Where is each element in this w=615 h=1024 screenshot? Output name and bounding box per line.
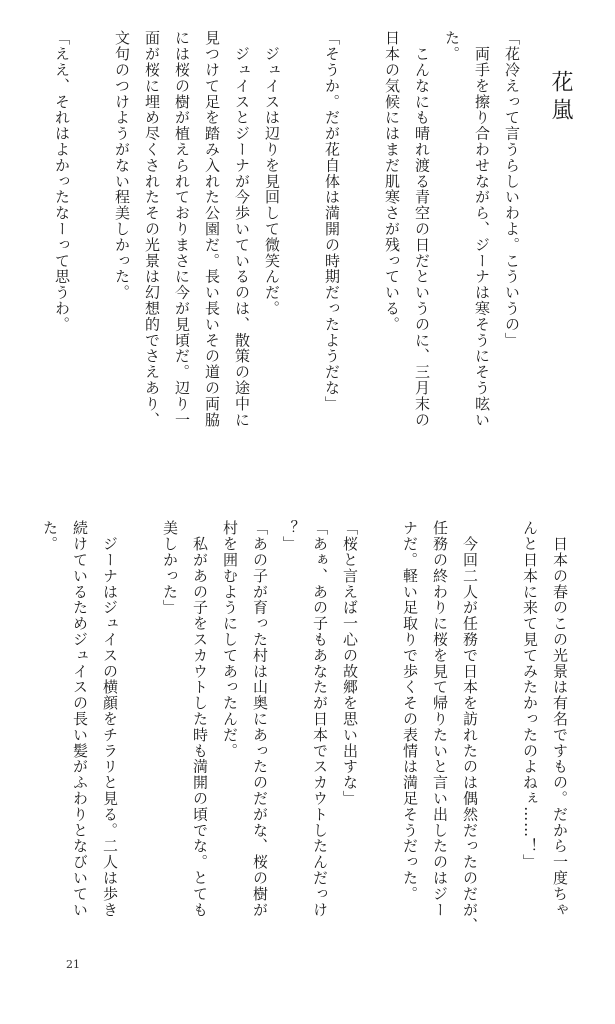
text-line: ジュイスとジーナが今歩いているのは、散策の途中に — [233, 30, 251, 428]
blank-line — [77, 30, 107, 510]
text-line: 私があの子をスカウトした時も満開の頃でな。とても — [191, 520, 209, 918]
text-line: 続けているためジュイスの長い髪がふわりとなびいてい — [71, 520, 89, 918]
text-line: 任務の終わりに桜を見て帰りたいと言い出したのはジー — [431, 520, 449, 918]
text-line: 「ええ、それはよかったなーって思うわ。 — [53, 30, 71, 333]
text-line: ジーナはジュイスの横顔をチラリと見る。二人は歩き — [101, 520, 119, 918]
text-line: 美しかった」 — [161, 520, 179, 616]
page-number: 21 — [66, 958, 80, 971]
text-line: こんなにも晴れ渡る青空の日だというのに、三月末の — [413, 30, 431, 428]
text-line: には桜の樹が植えられておりまさに今が見頃だ。辺り一 — [173, 30, 191, 428]
text-line: た。 — [443, 30, 461, 62]
blank-line — [485, 520, 515, 950]
blank-line — [365, 520, 395, 950]
text-line: た。 — [41, 520, 59, 552]
text-line: ナだ。軽い足取りで歩くその表情は満足そうだった。 — [401, 520, 419, 902]
text-line: 「あぁ、あの子もあなたが日本でスカウトしたんだっけ — [311, 520, 329, 918]
text-line — [0, 520, 5, 950]
text-line: 今回二人が任務で日本を訪れたのは偶然だったのだが、 — [461, 520, 479, 934]
text-line: 「そうか。だが花自体は満開の時期だったようだな」 — [323, 30, 341, 412]
text-line: 村を囲むようにしてあったんだ。 — [221, 520, 239, 759]
text-line: 日本の春のこの光景は有名ですもの。だから一度ちゃ — [551, 520, 569, 918]
blank-line — [347, 30, 377, 510]
text-line: 見つけて足を踏み入れた公園だ。長い長いその道の両脇 — [203, 30, 221, 428]
text-line: ジュイスは辺りを見回して微笑んだ。 — [263, 30, 281, 317]
text-line: 文句のつけようがない程美しかった。 — [113, 30, 131, 301]
text-line: 「花冷えって言うらしいわよ。こういうの」 — [503, 30, 521, 348]
text-line: 「桜と言えば一心の故郷を思い出すな」 — [341, 520, 359, 807]
text-line: 日本の気候にはまだ肌寒さが残っている。 — [383, 30, 401, 333]
text-line: んと日本に来て見てみたかったのよねぇ……！」 — [521, 520, 539, 870]
top-text-block — [15, 30, 575, 510]
chapter-title: 花嵐 — [548, 70, 573, 126]
bottom-text-block — [15, 520, 575, 950]
blank-line — [5, 520, 35, 950]
text-line: 両手を擦り合わせながら、ジーナは寒そうにそう呟い — [473, 30, 491, 428]
text-line: ？」 — [281, 520, 299, 552]
text-line: 面が桜に埋め尽くされたその光景は幻想的でさえあり、 — [143, 30, 161, 428]
blank-line — [125, 520, 155, 950]
blank-line — [287, 30, 317, 510]
text-line: 「あの子が育った村は山奥にあったのだがな、桜の樹が — [251, 520, 269, 918]
